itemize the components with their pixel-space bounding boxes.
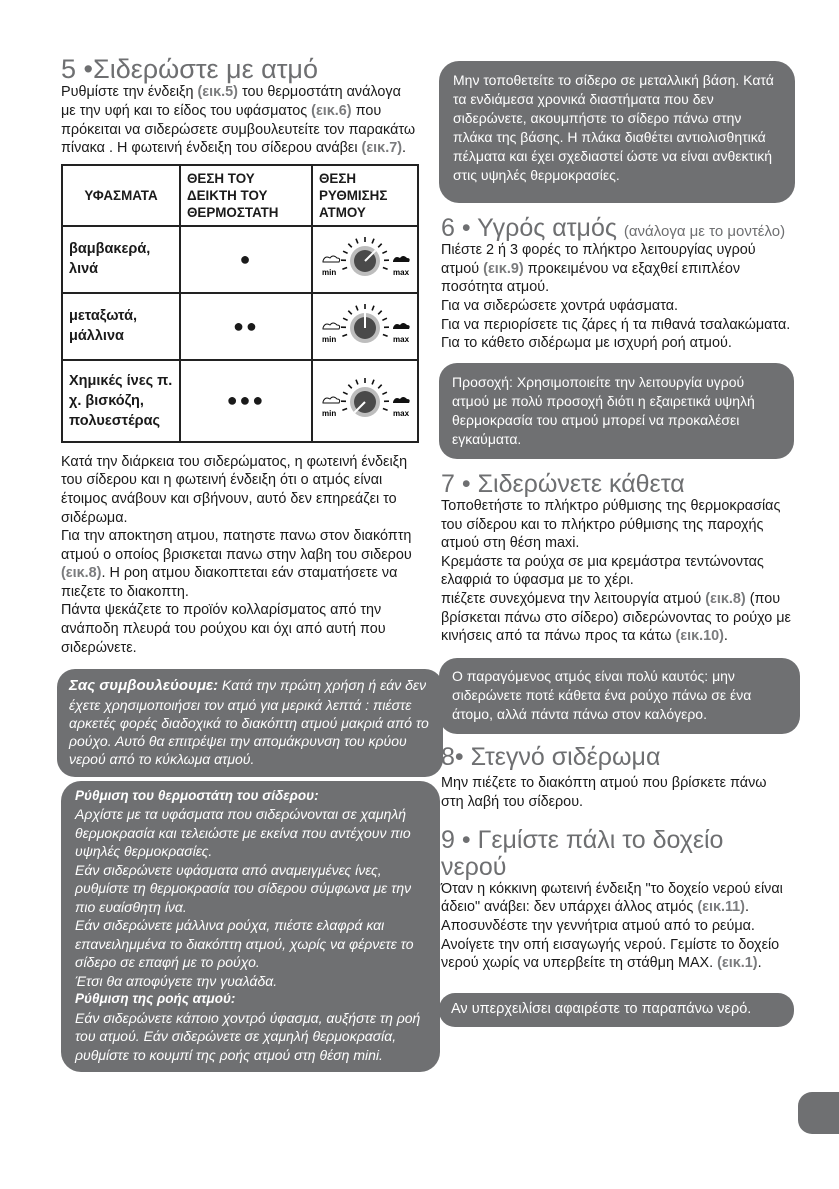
thermostat-text-1: Αρχίστε με τα υφάσματα που σιδερώνονται σε χαμηλή θερμοκρασία και τελειώστε με εκείνα που αντέχουν πιο υψηλές θερμοκρασίες. bbox=[75, 806, 411, 860]
section-number: 8 bbox=[441, 742, 455, 771]
overflow-box bbox=[439, 993, 794, 1027]
section-number: 5 bbox=[61, 54, 77, 84]
refill-paragraph bbox=[441, 880, 791, 973]
text: προκειμένου να εξαχθεί επιπλέον ποσότητα ατμού. bbox=[441, 260, 741, 296]
section-8-heading bbox=[441, 744, 791, 770]
ironing-light-paragraph: Κατά την διάρκεια του σιδερώματος, η φωτεινή ένδειξη του σίδερου και η φωτεινή ένδειξη ότι ο ατμός είναι έτοιμος ανάβουν και σβήνουν, αυτό δεν επηρεάζει το σιδέρωμα. bbox=[61, 453, 408, 526]
thermostat-text-2: Εάν σιδερώνετε υφάσματα από αναμειγμένες ίνες, ρυθμίστε τη θερμοκρασία του σίδερου σύμφωνα με την πιο ευαίσθητη ίνα. bbox=[75, 861, 412, 915]
bullet: • bbox=[83, 54, 93, 84]
vertical-paragraph-2: Κρεμάστε τα ρούχα σε μια κρεμάστρα τεντώνοντας ελαφριά το ύφασμα με το χέρι. bbox=[441, 553, 764, 589]
steam-trigger-paragraph bbox=[61, 527, 419, 601]
text: . bbox=[757, 955, 762, 972]
thermostat-dots: ● bbox=[180, 226, 312, 293]
text: . Η ροη ατμου διακοπτεται εάν σταματήσετε να πιεζετε το διακοπτη. bbox=[61, 565, 398, 600]
fabric-table bbox=[61, 164, 419, 443]
fabric-name: Χημικές ίνες π. χ. βισκόζη, πολυεστέρας bbox=[62, 360, 180, 442]
header-thermostat: ΘΕΣΗ ΤΟΥ ΔΕΙΚΤΗ ΤΟΥ ΘΕΡΜΟΣΤΑΤΗ bbox=[180, 165, 312, 226]
bullet: • bbox=[461, 214, 471, 242]
section-5-heading bbox=[61, 55, 419, 83]
thermostat-heading: Ρύθμιση του θερμοστάτη του σίδερου: bbox=[75, 787, 319, 803]
vertical-paragraph-3 bbox=[441, 590, 791, 646]
caution-box bbox=[439, 363, 794, 459]
text: Ρυθμίστε την ένδειξη bbox=[61, 84, 198, 101]
figure-ref: (εικ.8) bbox=[705, 591, 746, 608]
wet-steam-use-3: Για το κάθετο σιδέρωμα με ισχυρή ροή ατμού. bbox=[441, 335, 732, 352]
section-number: 7 bbox=[441, 469, 455, 498]
vertical-paragraph-1: Τοποθετήστε το πλήκτρο ρύθμισης της θερμοκρασίας του σίδερου και το πλήκτρο ρύθμισης της παροχής ατμού στη θέση maxi. bbox=[441, 498, 781, 552]
advice-box bbox=[57, 669, 443, 776]
figure-ref: (εικ.6) bbox=[311, 102, 352, 119]
steam-dial-icon bbox=[319, 298, 411, 355]
left-column bbox=[61, 54, 429, 1072]
section-7-heading bbox=[441, 471, 791, 497]
section-number: 9 bbox=[441, 826, 455, 855]
wet-steam-use-1: Για να σιδερώσετε χοντρά υφάσματα. bbox=[441, 298, 679, 315]
advice-text: Κατά την πρώτη χρήση ή εάν δεν έχετε χρησιμοποιήσει τον ατμό για μερικά λεπτά : πιέστε αρκετές φορές διαδοχικά το διακόπτη ατμού μακριά από το ρούχο. Αυτό θα επιτρέψει την απομάκρυνση του κρύου νερού από το κύκλωμα ατμού. bbox=[69, 677, 429, 768]
section-number: 6 bbox=[441, 214, 455, 242]
wet-steam-paragraph bbox=[441, 241, 791, 297]
text: πιέζετε συνεχόμενα την λειτουργία ατμού bbox=[441, 591, 706, 608]
svg-text:min: min bbox=[322, 409, 337, 419]
thermostat-text-4: Έτσι θα αποφύγετε την γυαλάδα. bbox=[75, 972, 278, 989]
steam-dial-cell bbox=[312, 226, 418, 293]
overflow-text: Αν υπερχειλίσει αφαιρέστε το παραπάνω νερό. bbox=[451, 1000, 752, 1017]
steam-flow-heading: Ρύθμιση της ροής ατμού: bbox=[75, 991, 236, 1007]
page-edge-tab bbox=[798, 1092, 839, 1134]
figure-ref: (εικ.5) bbox=[197, 84, 238, 101]
svg-text:max: max bbox=[393, 334, 410, 344]
metal-base-box bbox=[439, 61, 795, 203]
svg-text:max: max bbox=[393, 409, 410, 419]
text: που πρόκειται να σιδερώσετε συμβουλευτείτε τον παρακάτω πίνακα . Η φωτεινή ένδειξη του σίδερου ανάβει bbox=[61, 102, 416, 157]
section-9-heading bbox=[441, 827, 791, 880]
hot-steam-box bbox=[439, 658, 800, 734]
text: . Αποσυνδέστε την γεννήτρια ατμού από το ρεύμα. Ανοίγετε την οπή εισαγωγής νερού. Γεμίστε το δοχείο νερού χωρίς να υπερβείτε τη στάθμη MAX. bbox=[441, 899, 780, 972]
table-row bbox=[62, 226, 418, 293]
section-6-heading bbox=[441, 215, 791, 241]
right-column bbox=[441, 55, 791, 1027]
text: Όταν η κόκκινη φωτεινή ένδειξη "το δοχείο νερού είναι άδειο" ανάβει: δεν υπάρχει άλλος ατμός bbox=[441, 880, 783, 916]
bullet: • bbox=[461, 826, 471, 855]
bullet: • bbox=[454, 742, 464, 771]
table-row bbox=[62, 360, 418, 442]
steam-dial-cell bbox=[312, 293, 418, 360]
text: Για την αποκτηση ατμου, πατηστε πανω στον διακόπτη ατμού ο οποίος βρισκεται πανω στην λαβη του σιδερου bbox=[61, 528, 412, 563]
wet-steam-use-2: Για να περιορίσετε τις ζάρες ή τα πιθανά τσαλακώματα. bbox=[441, 316, 791, 333]
advice-lead: Σας συμβουλεύουμε: bbox=[69, 677, 219, 695]
section-title: Σιδερώστε με ατμό bbox=[93, 54, 319, 84]
starch-paragraph: Πάντα ψεκάζετε το προϊόν κολλαρίσματος από την ανάποδη πλευρά του ρούχου και όχι από αυτή που σιδερώνετε. bbox=[61, 602, 386, 656]
header-steam: ΘΕΣΗ ΡΥΘΜΙΣΗΣ ΑΤΜΟΥ bbox=[312, 165, 418, 226]
svg-text:min: min bbox=[322, 334, 337, 344]
steam-flow-text: Εάν σιδερώνετε κάποιο χοντρό ύφασμα, αυξήστε τη ροή του ατμού. Εάν σιδερώνετε σε χαμηλή θερμοκρασία, ρυθμίστε το κουμπί της ροής ατμού στη θέση mini. bbox=[75, 1009, 421, 1063]
thermostat-box bbox=[61, 781, 440, 1073]
thermostat-text-3: Εάν σιδερώνετε μάλλινα ρούχα, πιέστε ελαφρά και επανειλημμένα το διακόπτη ατμού, χωρίς να φέρνετε το σίδερο σε επαφή με το ρούχο. bbox=[75, 917, 414, 971]
section-title: Σιδερώνετε κάθετα bbox=[477, 469, 685, 498]
thermostat-dots: ●● bbox=[180, 293, 312, 360]
figure-ref: (εικ.9) bbox=[483, 260, 524, 277]
text: . bbox=[723, 628, 728, 645]
fabric-name: βαμβακερά, λινά bbox=[62, 226, 180, 293]
svg-text:min: min bbox=[322, 267, 337, 277]
figure-ref: (εικ.10) bbox=[675, 628, 724, 645]
steam-dial-cell bbox=[312, 360, 418, 442]
steam-dial-icon bbox=[319, 372, 411, 429]
table-row bbox=[62, 293, 418, 360]
dry-ironing-paragraph: Μην πιέζετε το διακόπτη ατμού που βρίσκετε πάνω στη λαβή του σίδερου. bbox=[441, 775, 767, 810]
bullet: • bbox=[461, 469, 471, 498]
header-fabrics: ΥΦΑΣΜΑΤΑ bbox=[62, 165, 180, 226]
thermostat-dots: ●●● bbox=[180, 360, 312, 442]
text: του θερμοστάτη ανάλογα με την υφή και το είδος του υφάσματος bbox=[61, 84, 401, 119]
figure-ref: (εικ.11) bbox=[697, 899, 745, 916]
figure-ref: (εικ.7) bbox=[361, 140, 402, 157]
section-title: Υγρός ατμός bbox=[477, 214, 617, 242]
figure-ref: (εικ.1) bbox=[717, 955, 758, 972]
caution-text: Προσοχή: Χρησιμοποιείτε την λειτουργία υγρού ατμού με πολύ προσοχή διότι η εξαιρετικά υψηλή θερμοκρασία του ατμού μπορεί να προκαλέσει εγκαύματα. bbox=[452, 373, 755, 447]
steam-dial-icon bbox=[319, 231, 411, 288]
table-header-row bbox=[62, 165, 418, 226]
text: Πιέστε 2 ή 3 φορές το πλήκτρο λειτουργίας υγρού ατμού bbox=[441, 242, 756, 277]
section-title: Γεμίστε πάλι το δοχείο νερού bbox=[441, 826, 724, 881]
section-subtitle: (ανάλογα με το μοντέλο) bbox=[623, 223, 786, 240]
text: . bbox=[402, 140, 406, 157]
fabric-name: μεταξωτά, μάλλινα bbox=[62, 293, 180, 360]
svg-text:max: max bbox=[393, 267, 410, 277]
metal-base-text: Μην τοποθετείτε το σίδερο σε μεταλλική βάση. Κατά τα ενδιάμεσα χρονικά διαστήματα που δεν σιδερώνετε, ακουμπήστε το σίδερο πάνω στην πλάκα της βάσης. Η πλάκα διαθέτει αντιολισθητικά πέλματα και έχει σχεδιαστεί ώστε να είναι ανθεκτική στις υψηλές θερμοκρασίες. bbox=[453, 72, 774, 183]
section-title: Στεγνό σιδέρωμα bbox=[470, 742, 661, 771]
hot-steam-text: Ο παραγόμενος ατμός είναι πολύ καυτός: μην σιδερώνετε ποτέ κάθετα ένα ρούχο πάνω σε ένα άτομο, αλλά πάντα πάνω στον καλόγερο. bbox=[452, 667, 752, 722]
text: (που βρίσκεται πάνω στο σίδερο) σιδερώνοντας το ρούχο με κινήσεις από τα πάνω προς τα κάτω bbox=[441, 591, 791, 645]
figure-ref: (εικ.8) bbox=[61, 565, 102, 582]
section-5-intro bbox=[61, 83, 419, 157]
